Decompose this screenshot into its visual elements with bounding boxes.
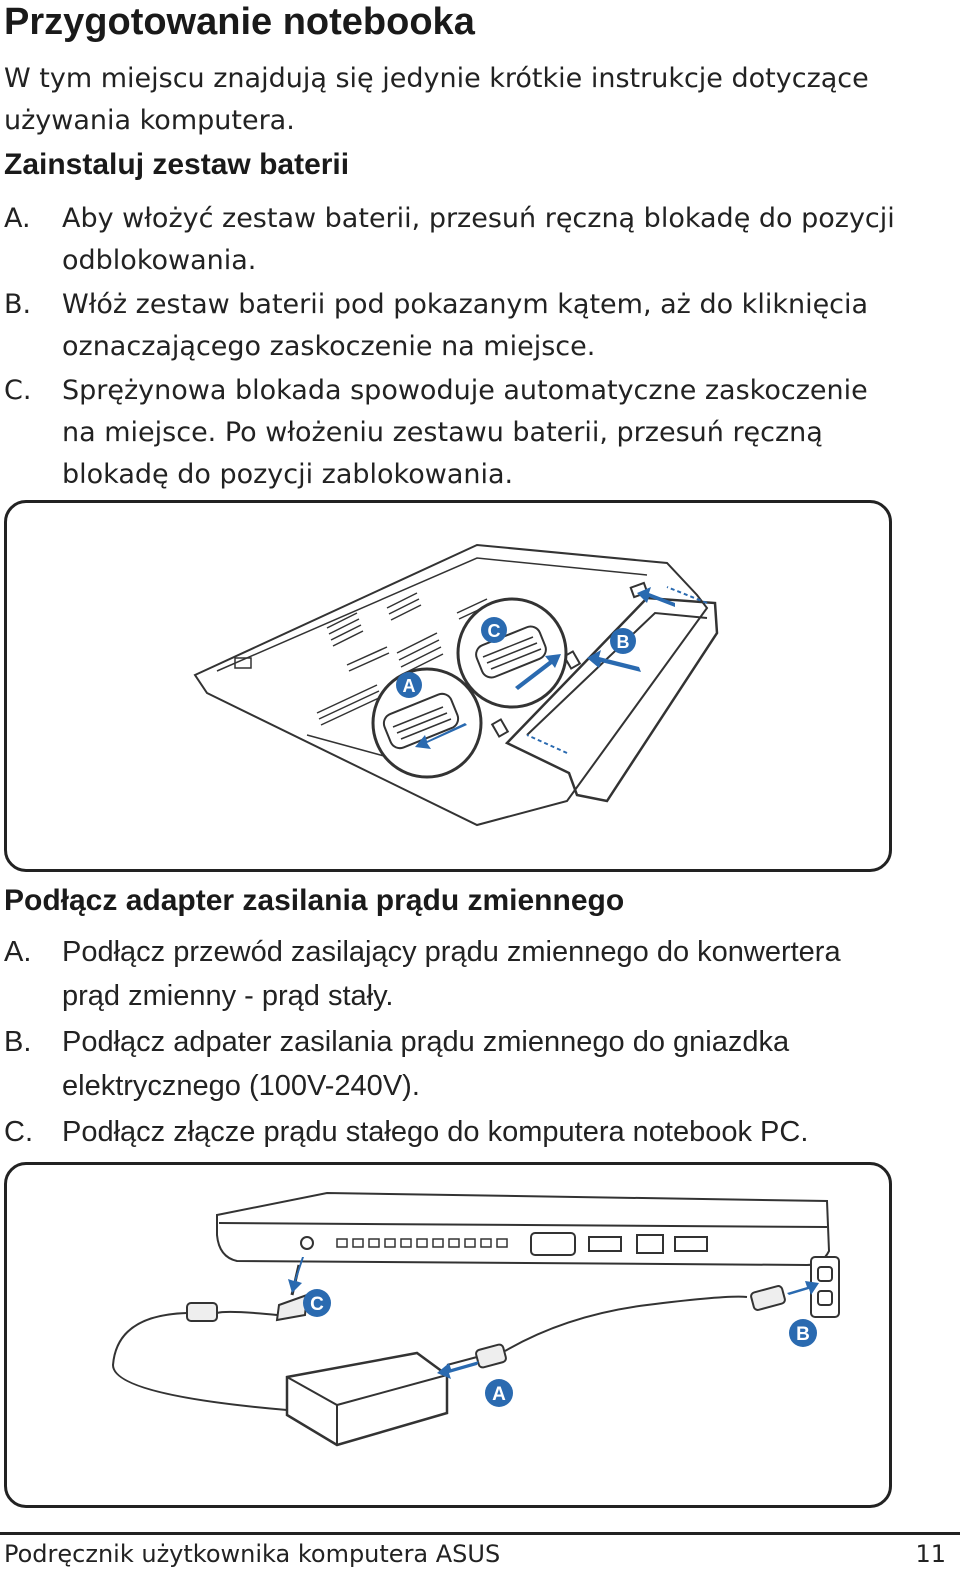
step-text: Podłącz przewód zasilający prądu zmiennego do konwertera prąd zmienny - prąd stały. xyxy=(62,936,841,1012)
page-title: Przygotowanie notebooka xyxy=(4,1,475,43)
zoom-circle-a xyxy=(373,669,481,777)
svg-text:B: B xyxy=(616,632,630,652)
adapter-steps xyxy=(4,930,904,1156)
step-text: Sprężynowa blokada spowoduje automatyczne zaskoczenie na miejsce. Po włożeniu zestawu baterii, przesuń ręczną blokadę do pozycji zablokowania. xyxy=(62,375,868,490)
step-text: Podłącz adpater zasilania prądu zmiennego do gniazdka elektrycznego (100V-240V). xyxy=(62,1026,790,1102)
step-letter: A. xyxy=(4,203,31,234)
adapter-illustration xyxy=(7,1165,889,1505)
adapter-label-b xyxy=(789,1319,817,1347)
adapter-step-c xyxy=(4,1110,904,1154)
adapter-step-b xyxy=(4,1020,904,1108)
adapter-label-a xyxy=(485,1379,513,1407)
laptop-side xyxy=(217,1193,829,1265)
step-letter: B. xyxy=(4,289,32,320)
svg-text:A: A xyxy=(492,1384,506,1405)
battery-step-b xyxy=(4,284,904,368)
svg-text:A: A xyxy=(402,676,416,696)
footer-divider xyxy=(0,1532,960,1535)
step-letter: C. xyxy=(4,1116,33,1148)
svg-text:C: C xyxy=(310,1294,324,1315)
adapter-heading: Podłącz adapter zasilania prądu zmiennego xyxy=(4,884,625,917)
battery-heading: Zainstaluj zestaw baterii xyxy=(4,148,350,181)
step-letter: A. xyxy=(4,936,32,968)
battery-step-a xyxy=(4,198,904,282)
adapter-brick xyxy=(287,1353,447,1445)
adapter-step-a xyxy=(4,930,904,1018)
footer-text: Podręcznik użytkownika komputera ASUS xyxy=(4,1540,501,1568)
step-text: Włóż zestaw baterii pod pokazanym kątem, aż do kliknięcia oznaczającego zaskoczenie na miejsce. xyxy=(62,289,869,362)
battery-illustration xyxy=(7,503,889,869)
step-text: Podłącz złącze prądu stałego do komputera notebook PC. xyxy=(62,1116,809,1148)
step-letter: B. xyxy=(4,1026,32,1058)
step-letter: C. xyxy=(4,375,32,406)
battery-label-c xyxy=(481,617,507,643)
step-text: Aby włożyć zestaw baterii, przesuń ręczną blokadę do pozycji odblokowania. xyxy=(62,203,895,276)
battery-label-a xyxy=(396,672,422,698)
battery-steps xyxy=(4,198,904,498)
adapter-label-c xyxy=(303,1289,331,1317)
battery-step-c xyxy=(4,370,904,496)
svg-text:C: C xyxy=(487,621,501,641)
battery-figure xyxy=(4,500,892,872)
intro-paragraph: W tym miejscu znajdują się jedynie krótkie instrukcje dotyczące używania komputera. xyxy=(4,63,869,136)
svg-text:B: B xyxy=(796,1324,810,1345)
adapter-figure xyxy=(4,1162,892,1508)
battery-label-b xyxy=(610,628,636,654)
page-number: 11 xyxy=(915,1540,946,1568)
